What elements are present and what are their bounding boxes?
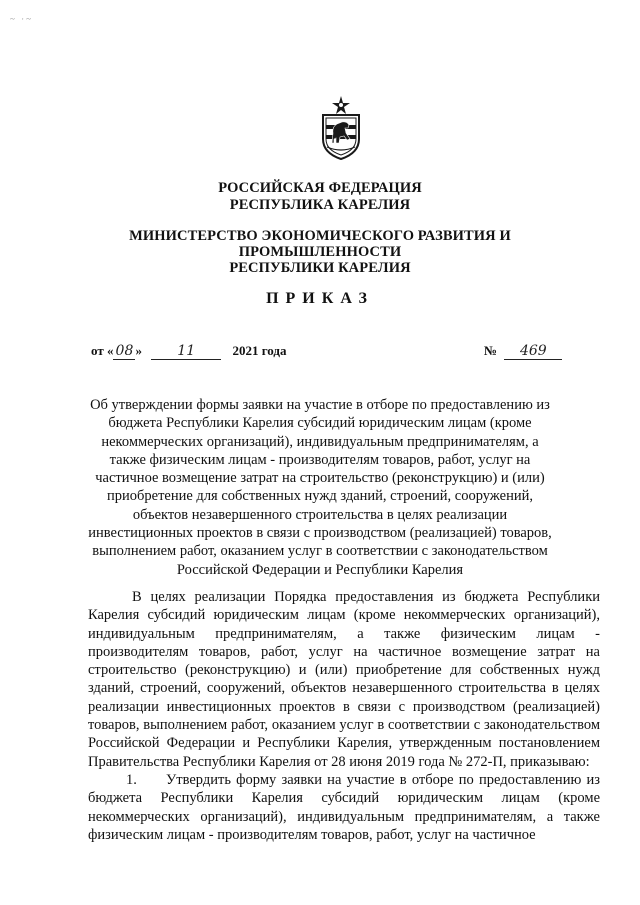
date-day: 08 [115,343,134,359]
star-icon [332,96,350,114]
coat-of-arms-emblem [318,95,364,161]
number-prefix: № [484,343,498,358]
document-type-title: ПРИКАЗ [266,290,374,307]
date-mid: » [135,343,142,358]
number-value: 469 [519,343,547,359]
list-item-1 [88,771,600,844]
date-month: 11 [177,343,196,359]
document-date [91,343,311,360]
document-body [88,588,600,844]
date-year: 2021 года [232,343,287,358]
document-number [484,343,584,360]
date-prefix: от « [91,343,114,358]
header-ministry-line2: ПРОМЫШЛЕННОСТИ [238,244,402,260]
header-federation: РОССИЙСКАЯ ФЕДЕРАЦИЯ [218,180,422,196]
header-ministry-line3: РЕСПУБЛИКИ КАРЕЛИЯ [229,260,411,276]
list-item-1-number: 1. [126,771,137,788]
list-item-1-text: Утвердить форму заявки на участие в отборе по предоставлению из бюджета Республики Карелия субсидий юридическим лицам (кроме некоммерческих организаций), индивидуальным предпринимателям, а также физическим лицам - производителям товаров, работ, услуг на частичное [88,771,600,843]
header-ministry-line1: МИНИСТЕРСТВО ЭКОНОМИЧЕСКОГО РАЗВИТИЯ И [129,228,511,244]
document-subject: Об утверждении формы заявки на участие в отборе по предоставлению из бюджета Республики Карелия субсидий юридическим лицам (кроме некоммерческих организаций), индивидуальным предпринимателям, а также физическим лицам - производителям товаров, работ, услуг на частичное возмещение затрат на строительство (реконструкцию) и (или) приобретение для собственных нужд зданий, строений, сооружений, объектов незавершенного строительства в целях реализации инвестиционных проектов в связи с производством (реализацией) товаров, выполнением работ, оказанием услуг в соответствии с законодательством Российской Федерации и Республики Карелия [88,397,552,578]
body-paragraph-1: В целях реализации Порядка предоставления из бюджета Республики Карелия субсидий юридическим лицам (кроме некоммерческих организаций), индивидуальным предпринимателям, а также физическим лицам - производителям товаров, работ, услуг на частичное возмещение затрат на строительство (реконструкцию) и (или) приобретение для собственных нужд зданий, строений, сооружений, объектов незавершенного строительства в целях реализации инвестиционных проектов в связи с производством (реализацией) товаров, выполнением работ, оказанием услуг в соответствии с законодательством Российской Федерации и Республики Карелия, утвержденным постановлением Правительства Республики Карелия от 28 июня 2019 года № 272-П, приказываю: [88,589,600,770]
header-republic: РЕСПУБЛИКА КАРЕЛИЯ [229,197,411,213]
corner-mark: ~ ·~ [10,14,33,24]
